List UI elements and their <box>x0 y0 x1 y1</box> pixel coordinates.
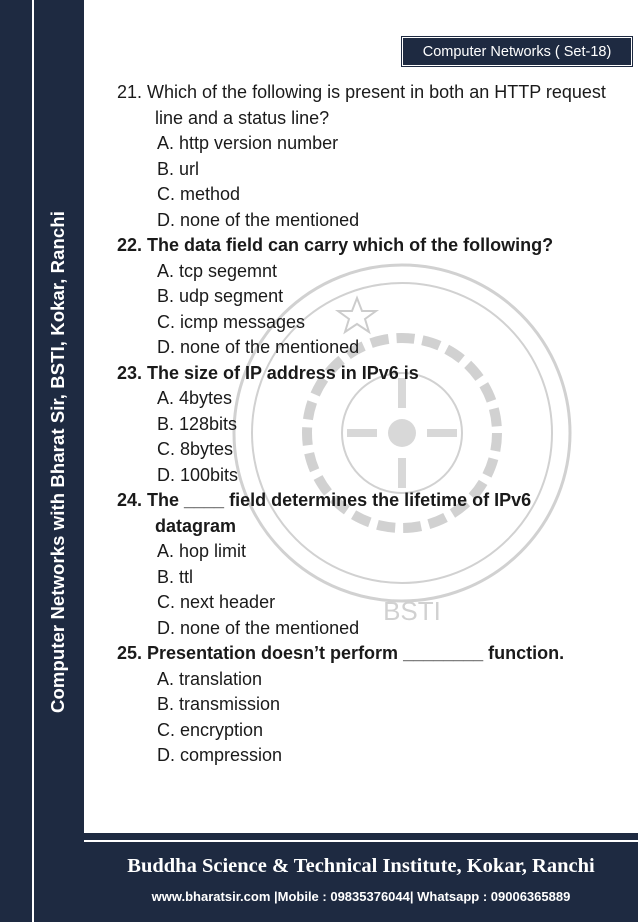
sidebar-divider <box>32 0 34 922</box>
option-c: C. icmp messages <box>157 311 306 332</box>
question-text: 21. Which of the following is present in both an HTTP request line and a status line? <box>117 82 606 128</box>
question-25 <box>117 641 617 769</box>
watermark-label: BSTI <box>383 596 441 626</box>
option-a: A. hop limit <box>157 541 247 561</box>
question-text: 22. The data field can carry which of the following? <box>117 235 554 255</box>
option-d: D. none of the mentioned <box>157 209 360 230</box>
option-b: B. transmission <box>157 694 281 714</box>
institute-name: Buddha Science & Technical Institute, Kokar, Ranchi <box>127 855 595 877</box>
question-21 <box>117 80 617 233</box>
contact-line: www.bharatsir.com |Mobile : 09835376044| Whatsapp : 09006365889 <box>151 889 571 904</box>
option-b: B. udp segment <box>157 286 284 306</box>
question-22 <box>117 233 617 361</box>
option-c: C. next header <box>157 592 276 612</box>
question-text: 25. Presentation doesn’t perform ________ function. <box>117 643 565 663</box>
option-c: C. method <box>157 184 241 204</box>
option-d: D. compression <box>157 745 283 765</box>
option-c: C. 8bytes <box>157 439 234 459</box>
option-b: B. url <box>157 158 200 179</box>
question-text: 24. The ____ field determines the lifetime of IPv6 datagram <box>117 490 532 536</box>
sidebar-vertical-title: Computer Networks with Bharat Sir, BSTI, Kokar, Ranchi <box>47 211 68 713</box>
footer-band <box>84 833 638 922</box>
left-sidebar-band <box>0 0 84 922</box>
option-b: B. ttl <box>157 566 194 587</box>
footer-divider <box>84 840 638 842</box>
question-text: 23. The size of IP address in IPv6 is <box>117 362 419 383</box>
option-b: B. 128bits <box>157 413 238 434</box>
question-23 <box>117 361 617 489</box>
question-list <box>117 80 617 769</box>
set-badge: Computer Networks ( Set-18) <box>402 37 632 66</box>
question-24 <box>117 488 617 641</box>
option-c: C. encryption <box>157 719 264 740</box>
option-a: A. tcp segemnt <box>157 260 278 281</box>
option-a: A. translation <box>157 668 263 689</box>
option-d: D. 100bits <box>157 464 239 485</box>
option-a: A. http version number <box>157 133 339 153</box>
option-d: D. none of the mentioned <box>157 337 360 357</box>
option-d: D. none of the mentioned <box>157 617 360 638</box>
option-a: A. 4bytes <box>157 388 233 408</box>
